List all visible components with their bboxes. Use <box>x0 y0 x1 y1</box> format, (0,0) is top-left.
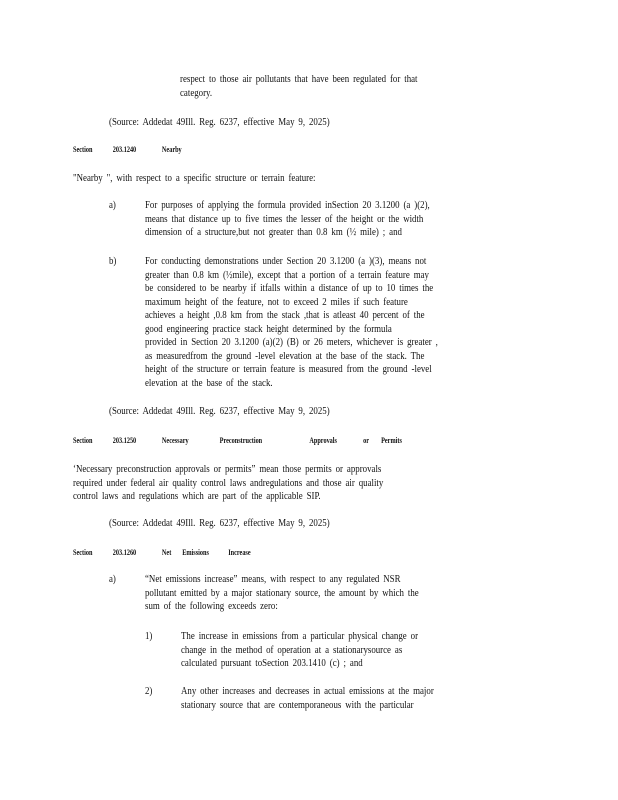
text-line: means that distance up to five times the lesser of the height or the width <box>145 213 424 225</box>
section-label: Section <box>73 145 93 154</box>
section-title-word: Necessary <box>161 436 189 445</box>
nearby-item-b <box>145 255 438 390</box>
section-title-word: or <box>363 436 370 445</box>
text-line: dimension of a structure,but not greater than 0.8 km (½ mile) ; and <box>145 227 402 238</box>
text-line: required under federal air quality control laws andregulations and those air quality <box>73 477 384 489</box>
continuation-paragraph <box>180 73 418 100</box>
section-heading-203-1260 <box>73 548 307 558</box>
nearby-intro: "Nearby ", with respect to a specific structure or terrain feature: <box>73 173 316 184</box>
text-line: calculated pursuant toSection 203.1410 (c) ; and <box>181 658 363 669</box>
section-heading-203-1240 <box>73 145 229 155</box>
text-line: respect to those air pollutants that have been regulated for that <box>180 74 418 85</box>
source-note: (Source: Addedat 49Ill. Reg. 6237, effective May 9, 2025) <box>109 117 330 128</box>
section-title-word: Preconstruction <box>219 436 263 445</box>
list-marker: 2) <box>145 686 153 697</box>
source-note: (Source: Addedat 49Ill. Reg. 6237, effective May 9, 2025) <box>109 406 330 417</box>
source-note: (Source: Addedat 49Ill. Reg. 6237, effective May 9, 2025) <box>109 518 330 529</box>
text-line: ‘Necessary preconstruction approvals or permits” mean those permits or approvals <box>73 464 382 475</box>
section-number: 203.1240 <box>112 145 137 154</box>
text-line: For conducting demonstrations under Section 20 3.1200 (a )(3), means not <box>145 256 427 267</box>
text-line: be considered to be nearby if itfalls within a distance of up to 10 times the <box>145 283 434 294</box>
text-line: “Net emissions increase” means, with respect to any regulated NSR <box>145 574 401 585</box>
section-title-word: Increase <box>228 548 251 557</box>
text-line: change in the method of operation at a stationarysource as <box>181 644 403 656</box>
text-line: greater than 0.8 km (½mile), except that a portion of a terrain feature may <box>145 269 429 281</box>
text-line: stationary source that are contemporaneous with the particular <box>181 699 414 711</box>
section-title-word: Net <box>161 548 172 557</box>
text-line: The increase in emissions from a particular physical change or <box>181 631 419 642</box>
text-line: as measuredfrom the ground -level elevation at the base of the stack. The <box>145 350 425 362</box>
nearby-item-a <box>145 199 430 240</box>
section-heading-203-1250 <box>73 436 408 446</box>
section-number: 203.1250 <box>112 436 137 445</box>
net-emissions-sub-1 <box>181 630 418 671</box>
text-line: achieves a height ,0.8 km from the stack ,that is atleast 40 percent of the <box>145 310 425 321</box>
text-line: Any other increases and decreases in actual emissions at the major <box>181 686 434 697</box>
text-line: maximum height of the feature, not to exceed 2 miles if such feature <box>145 296 408 308</box>
text-line: category. <box>180 87 213 99</box>
list-marker: a) <box>109 200 116 211</box>
text-line: elevation at the base of the stack. <box>145 377 273 389</box>
section-title-word: Emissions <box>182 548 209 557</box>
text-line: provided in Section 20 3.1200 (a)(2) (B) or 26 meters, whichever is greater , <box>145 337 438 348</box>
text-line: height of the structure or terrain feature is measured from the ground -level <box>145 364 432 375</box>
section-title-word: Permits <box>381 436 402 445</box>
section-number: 203.1260 <box>112 548 137 557</box>
section-title-word: Approvals <box>309 436 337 445</box>
necessary-definition <box>73 463 383 504</box>
net-emissions-item-a <box>145 573 419 614</box>
section-label: Section <box>73 548 93 557</box>
list-marker: 1) <box>145 631 153 642</box>
section-title: Nearby <box>161 145 182 154</box>
section-label: Section <box>73 436 93 445</box>
text-line: control laws and regulations which are part of the applicable SIP. <box>73 491 321 502</box>
net-emissions-sub-2 <box>181 685 434 712</box>
list-marker: b) <box>109 256 117 267</box>
text-line: pollutant emitted by a major stationary source, the amount by which the <box>145 587 419 599</box>
text-line: sum of the following exceeds zero: <box>145 601 278 612</box>
text-line: good engineering practice stack height determined by the formula <box>145 323 392 335</box>
text-line: For purposes of applying the formula provided inSection 20 3.1200 (a )(2), <box>145 200 430 211</box>
list-marker: a) <box>109 574 116 585</box>
